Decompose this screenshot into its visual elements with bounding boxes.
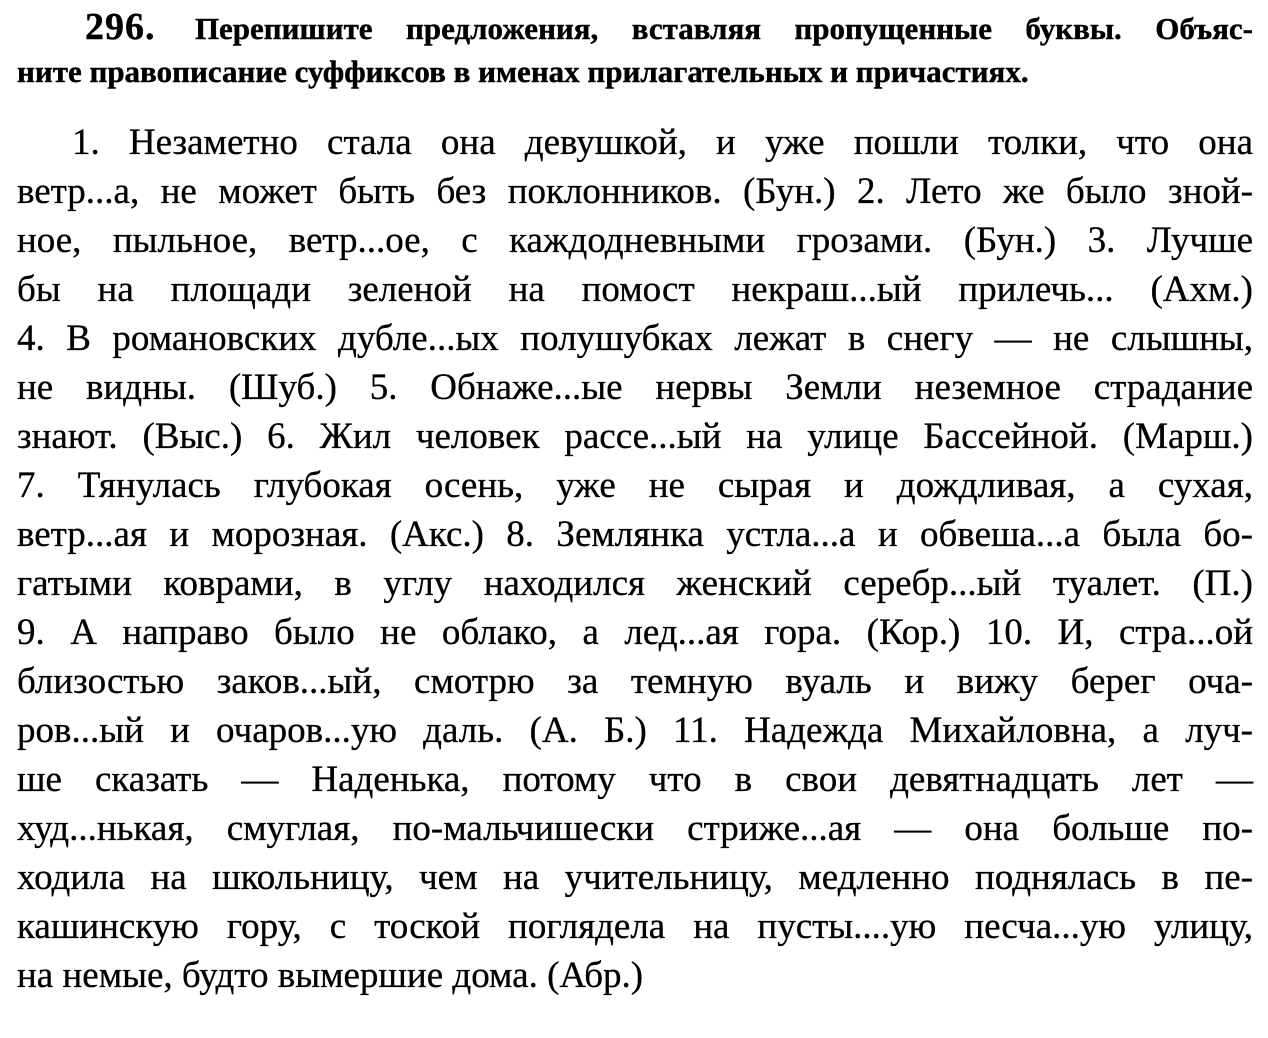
text-line: гатыми коврами, в углу находился женский серебр...ый туалет. (П.) [17,563,1253,604]
text-line: ров...ый и очаров...ую даль. (А. Б.) 11. Надежда Михайловна, а луч- [17,710,1253,751]
text-line: 1. Незаметно стала она девушкой, и уже пошли толки, что она [72,122,1253,163]
text-line: кашинскую гору, с тоской поглядела на пусты....ую песча...ую улицу, [17,906,1253,947]
instruction-line [17,6,1253,50]
text-line: ше сказать — Наденька, потому что в свои девятнадцать лет — [17,759,1253,800]
exercise-header [17,6,1253,93]
text-line: худ...нькая, смуглая, по-мальчишески стриже...ая — она больше по- [17,808,1253,849]
text-line: не видны. (Шуб.) 5. Обнаже...ые нервы Земли неземное страдание [17,367,1253,408]
text-line: бы на площади зеленой на помост некраш...ый прилечь... (Ахм.) [17,269,1253,310]
textbook-page [17,6,1253,1000]
text-line: близостью заков...ый, смотрю за темную вуаль и вижу берег оча- [17,661,1253,702]
instruction-text: Перепишите предложения, вставляя пропущенные буквы. Объяс- [194,11,1254,46]
text-line: на немые, будто вымершие дома. (Абр.) [17,955,644,996]
text-line: ветр...а, не может быть без поклонников. (Бун.) 2. Лето же было зной- [17,171,1253,212]
text-line: ходила на школьницу, чем на учительницу, медленно поднялась в пе- [17,857,1253,898]
text-line: ветр...ая и морозная. (Акс.) 8. Землянка устла...а и обвеша...а была бо- [17,514,1253,555]
exercise-number: 296. [85,6,156,48]
text-line: знают. (Выс.) 6. Жил человек рассе...ый на улице Бассейной. (Марш.) [17,416,1253,457]
instruction-line: ните правописание суффиксов в именах прилагательных и причастиях. [17,54,1029,89]
text-line: 7. Тянулась глубокая осень, уже не сырая и дождливая, а сухая, [17,465,1253,506]
exercise-text [17,118,1253,1000]
text-line: ное, пыльное, ветр...ое, с каждодневными грозами. (Бун.) 3. Лучше [17,220,1253,261]
text-line: 4. В романовских дубле...ых полушубках лежат в снегу — не слышны, [17,318,1253,359]
text-line: 9. А направо было не облако, а лед...ая гора. (Кор.) 10. И, стра...ой [17,612,1253,653]
